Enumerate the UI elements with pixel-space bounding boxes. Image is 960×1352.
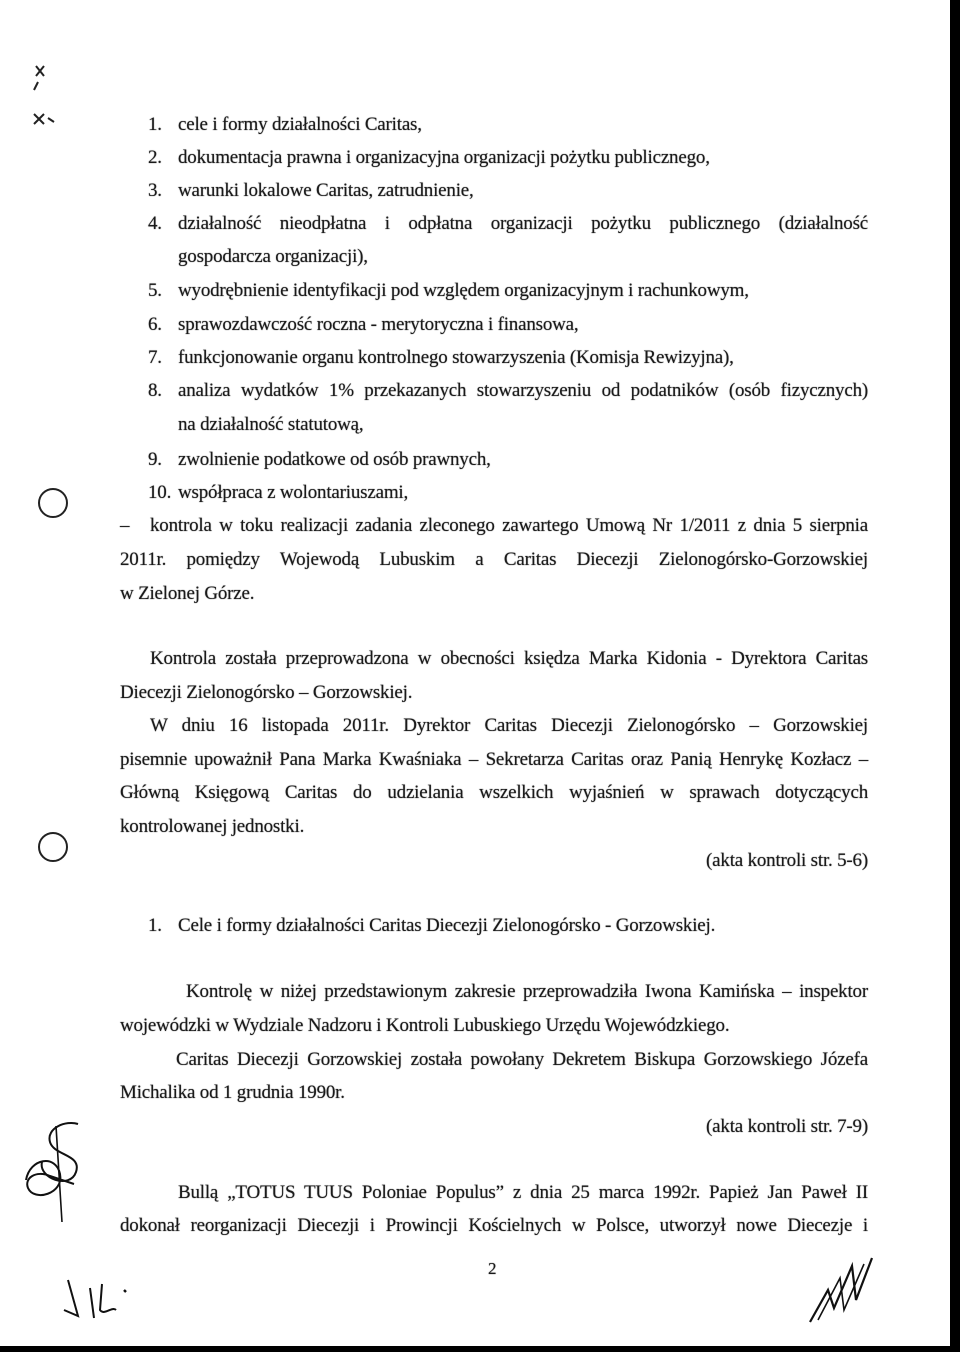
list-item: wyodrębnienie identyfikacji pod względem organizacyjnym i rachunkowym, bbox=[178, 280, 749, 301]
scan-edge-right bbox=[950, 0, 960, 1352]
list-number: 4. bbox=[148, 213, 162, 234]
signature-initials-icon bbox=[16, 1118, 96, 1228]
page-number: 2 bbox=[488, 1259, 497, 1278]
punch-hole-bottom bbox=[38, 832, 68, 862]
paragraph-line: kontrolowanej jednostki. bbox=[120, 816, 305, 837]
list-item: zwolnienie podatkowe od osób prawnych, bbox=[178, 449, 491, 470]
section-number: 1. bbox=[148, 915, 162, 936]
list-number: 3. bbox=[148, 180, 162, 201]
handwritten-mark-icon bbox=[60, 1270, 150, 1330]
list-item: cele i formy działalności Caritas, bbox=[178, 114, 422, 135]
list-number: 10. bbox=[148, 482, 172, 503]
list-number: 8. bbox=[148, 380, 162, 401]
list-item: warunki lokalowe Caritas, zatrudnienie, bbox=[178, 180, 474, 201]
list-number: 7. bbox=[148, 347, 162, 368]
file-reference: (akta kontroli str. 5-6) bbox=[706, 850, 868, 871]
signature-right-icon bbox=[800, 1250, 880, 1330]
list-item-continuation: na działalność statutową, bbox=[178, 414, 364, 435]
paragraph-line: dokonał reorganizacji Diecezji i Prowincji Kościelnych w Polsce, utworzył nowe Diecezje i bbox=[120, 1215, 868, 1236]
list-number: 6. bbox=[148, 314, 162, 335]
list-item: dokumentacja prawna i organizacyjna organizacji pożytku publicznego, bbox=[178, 147, 710, 168]
list-number: 1. bbox=[148, 114, 162, 135]
list-number: 2. bbox=[148, 147, 162, 168]
paragraph-line: Diecezji Zielonogórsko – Gorzowskiej. bbox=[120, 682, 413, 703]
list-number: 5. bbox=[148, 280, 162, 301]
scan-edge-bottom bbox=[0, 1346, 960, 1352]
paragraph-line: Bullą „TOTUS TUUS Poloniae Populus” z dnia 25 marca 1992r. Papież Jan Paweł II bbox=[178, 1182, 868, 1203]
list-item: działalność nieodpłatna i odpłatna organizacji pożytku publicznego (działalność bbox=[178, 213, 868, 234]
dash-item-line: w Zielonej Górze. bbox=[120, 583, 255, 604]
list-item-continuation: gospodarcza organizacji), bbox=[178, 246, 368, 267]
paragraph-line: Główną Księgową Caritas do udzielania wszelkich wyjaśnień w sprawach dotyczących bbox=[120, 782, 868, 803]
paragraph-line: Kontrolę w niżej przedstawionym zakresie przeprowadziła Iwona Kamińska – inspektor bbox=[186, 981, 868, 1002]
file-reference: (akta kontroli str. 7-9) bbox=[706, 1116, 868, 1137]
corner-mark-icon bbox=[30, 62, 58, 132]
dash-marker: – bbox=[120, 515, 130, 536]
paragraph-line: W dniu 16 listopada 2011r. Dyrektor Caritas Diecezji Zielonogórsko – Gorzowskiej bbox=[150, 715, 868, 736]
list-item: współpraca z wolontariuszami, bbox=[178, 482, 409, 503]
paragraph-line: wojewódzki w Wydziale Nadzoru i Kontroli Lubuskiego Urzędu Wojewódzkiego. bbox=[120, 1015, 730, 1036]
paragraph-line: Kontrola została przeprowadzona w obecności księdza Marka Kidonia - Dyrektora Caritas bbox=[150, 648, 868, 669]
section-title: Cele i formy działalności Caritas Diecezji Zielonogórsko - Gorzowskiej. bbox=[178, 915, 716, 936]
dash-item-line: kontrola w toku realizacji zadania zleconego zawartego Umową Nr 1/2011 z dnia 5 sierpnia bbox=[150, 515, 868, 536]
list-item: sprawozdawczość roczna - merytoryczna i finansowa, bbox=[178, 314, 579, 335]
list-item: funkcjonowanie organu kontrolnego stowarzyszenia (Komisja Rewizyjna), bbox=[178, 347, 734, 368]
list-item: analiza wydatków 1% przekazanych stowarzyszeniu od podatników (osób fizycznych) bbox=[178, 380, 868, 401]
paragraph-line: pisemnie upoważnił Pana Marka Kwaśniaka – Sekretarza Caritas oraz Panią Henrykę Kozłacz – bbox=[120, 749, 868, 770]
dash-item-line: 2011r. pomiędzy Wojewodą Lubuskim a Caritas Diecezji Zielonogórsko-Gorzowskiej bbox=[120, 549, 868, 570]
punch-hole-top bbox=[38, 488, 68, 518]
list-number: 9. bbox=[148, 449, 162, 470]
paragraph-line: Michalika od 1 grudnia 1990r. bbox=[120, 1082, 345, 1103]
paragraph-line: Caritas Diecezji Gorzowskiej została powołany Dekretem Biskupa Gorzowskiego Józefa bbox=[176, 1049, 868, 1070]
